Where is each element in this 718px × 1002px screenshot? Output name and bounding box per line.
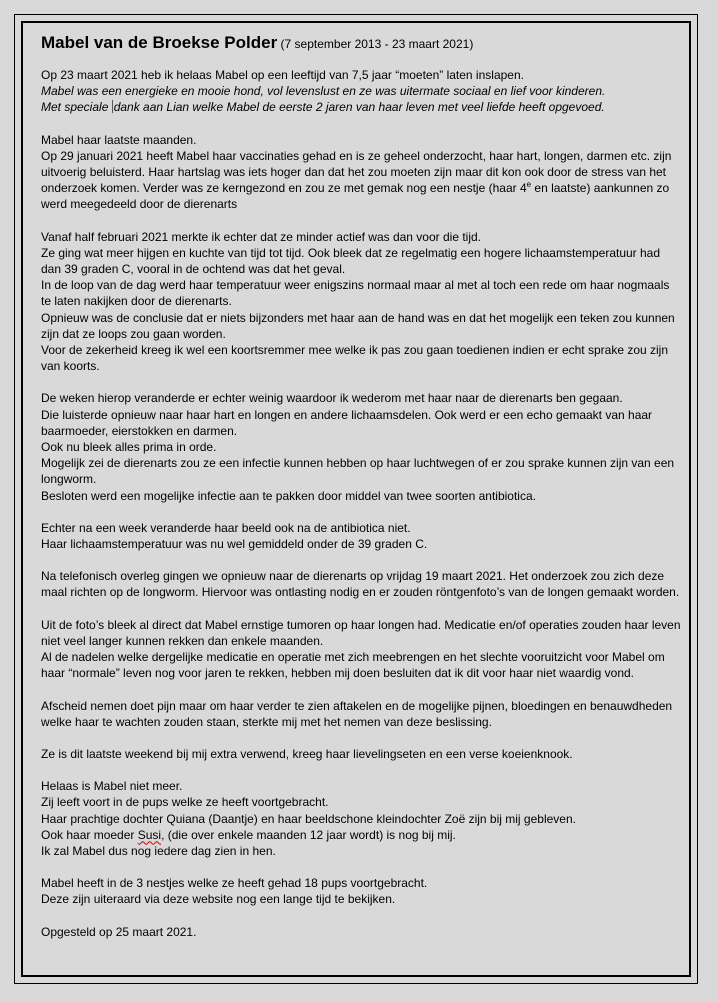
- paragraph-xray-results: [41, 617, 681, 682]
- text-segment: , (die over enkele maanden 12 jaar wordt) is nog bij mij.: [161, 827, 456, 842]
- text-segment: en laatste) aankunnen zo werd meegedeeld door de dierenarts: [41, 181, 670, 212]
- paragraph-last-months: [41, 132, 681, 213]
- paragraph-line: Besloten werd een mogelijke infectie aan te pakken door middel van twee soorten antibiotica.: [41, 488, 536, 503]
- paragraph-line: Ook nu bleek alles prima in orde.: [41, 440, 217, 455]
- text-segment: Ook haar moeder: [41, 827, 138, 842]
- paragraph-farewell: [41, 698, 681, 730]
- paragraph-line: Haar lichaamstemperatuur was nu wel gemiddeld onder de 39 graden C.: [41, 537, 428, 552]
- title-dates: (7 september 2013 - 23 maart 2021): [280, 37, 474, 51]
- paragraph-line: Die luisterde opnieuw naar haar hart en longen en andere lichaamsdelen. Ook werd er een echo gemaakt van haar baarmoeder, eierstokken en darmen.: [41, 407, 653, 438]
- paragraph-line: Helaas is Mabel niet meer.: [41, 779, 183, 794]
- written-date: Opgesteld op 25 maart 2021.: [41, 924, 197, 939]
- paragraph-line: De weken hierop veranderde er echter weinig waardoor ik wederom met haar naar de dierenarts ben gegaan.: [41, 391, 623, 406]
- paragraph-february: [41, 229, 681, 375]
- thanks-text-end: dank aan Lian welke Mabel de eerste 2 jaren van haar leven met veel liefde heeft opgevoed.: [113, 100, 605, 115]
- section-heading: Mabel haar laatste maanden.: [41, 132, 197, 147]
- paragraph-text: Na telefonisch overleg gingen we opnieuw naar de dierenarts op vrijdag 19 maart 2021. Het onderzoek zou zich deze maal richten op de longworm. Hiervoor was ontlasting nodig en er zouden röntgenfoto’s van de longen gemaakt worden.: [41, 569, 680, 600]
- intro-paragraph: [41, 67, 681, 116]
- paragraph-line: Al de nadelen welke dergelijke medicatie en operatie met zich meebrengen en het slechte vooruitzicht voor Mabel om haar “normale” leven nog voor jaren te rekken, hebben mij doen besluiten dat ik dit voor haar niet waardig vond.: [41, 650, 665, 681]
- thanks-text-start: Met speciale: [41, 100, 112, 115]
- document-title: Mabel van de Broekse Polder: [41, 33, 278, 52]
- paragraph-line: Opnieuw was de conclusie dat er niets bijzonders met haar aan de hand was en dat het mogelijk een teken zou kunnen zijn dat ze loops zou gaan worden.: [41, 310, 675, 341]
- paragraph-text: Afscheid nemen doet pijn maar om haar verder te zien aftakelen en de mogelijke pijnen, bloedingen en benauwdheden welke haar te wachten zouden staan, sterkte mij met het nemen van deze beslissing.: [41, 698, 673, 729]
- paragraph-line: Mabel heeft in de 3 nestjes welke ze heeft gehad 18 pups voortgebracht.: [41, 876, 428, 891]
- document-body: [41, 32, 681, 956]
- paragraph-weeks-later: [41, 390, 681, 503]
- paragraph-line: Mogelijk zei de dierenarts zou ze een infectie kunnen hebben op haar luchtwegen of er zou sprake kunnen zijn van een longworm.: [41, 456, 675, 487]
- paragraph-line: Ze is dit laatste weekend bij mij extra verwend, kreeg haar lievelingseten en een verse koeienknook.: [41, 746, 573, 761]
- footer-paragraph: [41, 924, 681, 940]
- superscript: e: [526, 180, 532, 190]
- paragraph-line: Ze ging wat meer hijgen en kuchte van tijd tot tijd. Ook bleek dat ze regelmatig een hogere lichaamstemperatuur had dan 39 graden C, vooral in de ochtend was dat het geval.: [41, 245, 661, 277]
- paragraph-phone-consult: [41, 568, 681, 600]
- paragraph-line: Haar prachtige dochter Quiana (Daantje) en haar beeldschone kleindochter Zoë zijn bij mij gebleven.: [41, 811, 576, 826]
- paragraph-line: Voor de zekerheid kreeg ik wel een koortsremmer mee welke ik pas zou gaan toedienen indien er echt sprake zou zijn van koorts.: [41, 343, 669, 374]
- spellcheck-word: Susi: [137, 827, 162, 842]
- paragraph-text: [41, 148, 681, 213]
- paragraph-antibiotics: [41, 520, 681, 552]
- paragraph-line: Deze zijn uiteraard via deze website nog een lange tijd te bekijken.: [41, 892, 396, 907]
- title-line: [41, 32, 681, 55]
- paragraph-line: Uit de foto’s bleek al direct dat Mabel ernstige tumoren op haar longen had. Medicatie en/of operaties zouden haar leven niet veel langer kunnen rekken dan enkele maanden.: [41, 617, 681, 648]
- paragraph-line: Vanaf half februari 2021 merkte ik echter dat ze minder actief was dan voor die tijd.: [41, 229, 482, 244]
- paragraph-legacy: [41, 778, 681, 859]
- paragraph-line: Ik zal Mabel dus nog iedere dag zien in hen.: [41, 843, 276, 858]
- intro-italic-line: Mabel was een energieke en mooie hond, vol levenslust en ze was uitermate sociaal en lief voor kinderen.: [41, 84, 606, 99]
- text-cursor: [112, 100, 113, 113]
- paragraph-last-weekend: [41, 746, 681, 762]
- paragraph-litters: [41, 875, 681, 907]
- paragraph-line: Echter na een week veranderde haar beeld ook na de antibiotica niet.: [41, 520, 411, 535]
- paragraph-line: [41, 827, 681, 843]
- text-segment: Op 29 januari 2021 heeft Mabel haar vaccinaties gehad en is ze geheel onderzocht, haar hart, longen, darmen etc. zijn uitvoerig beluisterd. Haar hartslag was iets hoger dan dat het zou moeten zijn maar dit kon ook door de stress van het onderzoek komen. Verder was ze kerngezond en zou ze met gemak nog een nestje (haar 4: [41, 148, 672, 196]
- paragraph-line: Zij leeft voort in de pups welke ze heeft voortgebracht.: [41, 795, 329, 810]
- paragraph-line: In de loop van de dag werd haar temperatuur weer enigszins normaal maar al met al toch een rede om haar nogmaals te laten nakijken door de dierenarts.: [41, 278, 670, 309]
- intro-thanks-line: [41, 99, 681, 115]
- intro-line: Op 23 maart 2021 heb ik helaas Mabel op een leeftijd van 7,5 jaar “moeten” laten inslapen.: [41, 68, 524, 82]
